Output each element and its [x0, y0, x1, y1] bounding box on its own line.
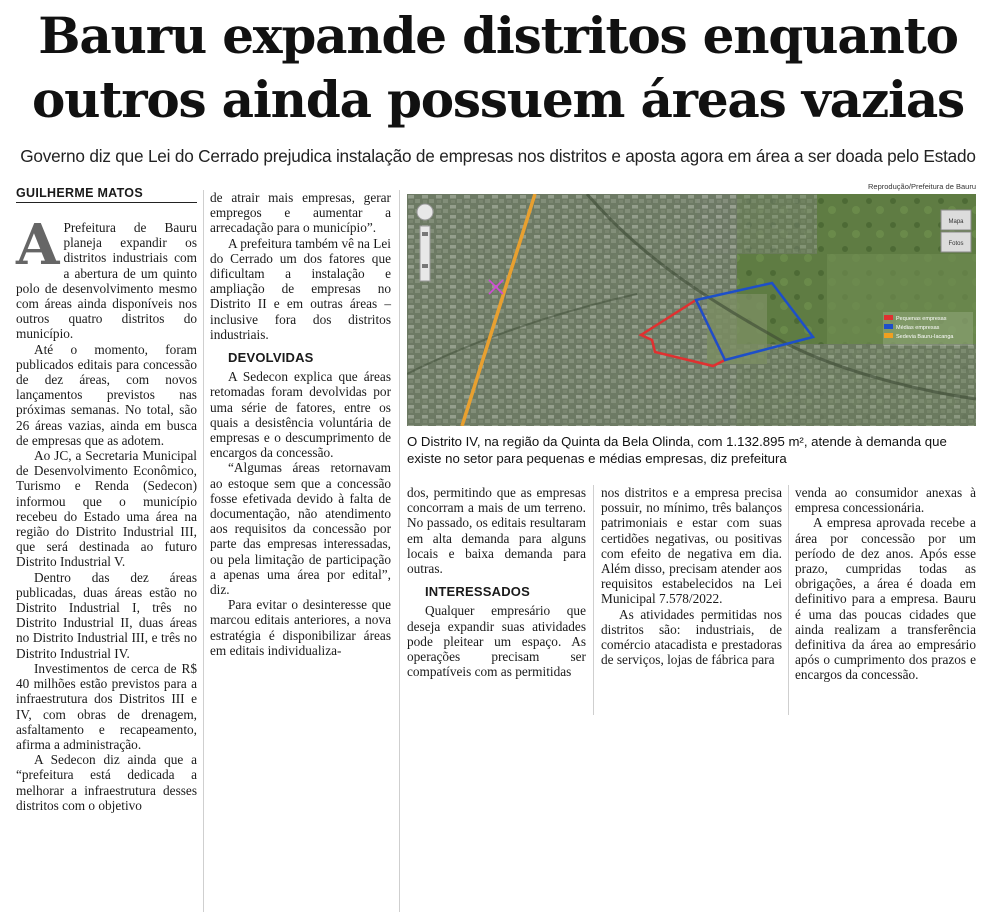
paragraph: Para evitar o desinteresse que marcou editais anteriores, a nova estratégia é disponibilizar áreas em editais individualiza- — [210, 597, 391, 658]
column-divider — [593, 485, 594, 715]
paragraph: nos distritos e a empresa precisa possuir, no mínimo, três balanços patrimoniais e estar com suas certidões negativas, ou positivas com efeito de negativa em dia. Além disso, precisam atender aos requisitos estabelecidos na Lei Municipal 7.578/2022. — [601, 485, 782, 607]
paragraph: A prefeitura também vê na Lei do Cerrado um dos fatores que dificultam a instalação e ampliação de empresas no Distrito II e em outras áreas – inclusive fora dos distritos industriais. — [210, 235, 391, 342]
headline — [10, 4, 986, 132]
headline-line-1: Bauru expande distritos enquanto — [38, 6, 958, 65]
paragraph: “Algumas áreas retornavam ao estoque sem que a concessão fosse efetivada devido à falta de documentação, não atendimento aos requisitos da concessão por parte das empresas interessadas, ou pela limitação de participação a apenas uma área por edital”, diz. — [210, 460, 391, 598]
paragraph — [16, 212, 197, 342]
satellite-map — [407, 194, 976, 426]
district-map-photo — [407, 194, 976, 426]
paragraph: Ao JC, a Secretaria Municipal de Desenvolvimento Econômico, Turismo e Renda (Sedecon) informou que o município recebeu do Estado uma área na região do Distrito Industrial III, que será destinada ao futuro Distrito Industrial V. — [16, 448, 197, 570]
photo-caption: O Distrito IV, na região da Quinta da Bela Olinda, com 1.132.895 m², atende à demanda que existe no setor para pequenas e médias empresas, diz prefeitura — [407, 434, 947, 466]
legend-label: Sedevia Bauru-Iacanga — [896, 334, 954, 340]
paragraph: Qualquer empresário que deseja expandir suas atividades pode pleitear um espaço. As operações precisam ser compatíveis com as permitidas — [407, 603, 586, 680]
legend-label: Pequenas empresas — [896, 316, 947, 322]
article-column-1 — [16, 212, 197, 813]
paragraph: de atrair mais empresas, gerar empregos e aumentar a arrecadação para o município”. — [210, 190, 391, 236]
dropcap: A — [16, 212, 60, 278]
article-column-4 — [601, 485, 782, 667]
byline: GUILHERME MATOS — [16, 186, 197, 203]
article-column-5 — [795, 485, 976, 683]
section-heading-interessados: INTERESSADOS — [425, 584, 530, 600]
map-legend — [883, 312, 973, 346]
photo-credit: Reprodução/Prefeitura de Bauru — [868, 182, 976, 191]
satellite-button[interactable]: Fotos — [948, 241, 964, 247]
paragraph: Até o momento, foram publicados editais para concessão de dez áreas, com novos lançamentos previstos nas próximas semanas. No total, são 26 áreas vazias, ainda em busca de empresas que as adotem. — [16, 341, 197, 448]
column-divider — [399, 190, 400, 912]
article-column-2 — [210, 190, 391, 658]
section-heading-devolvidas: DEVOLVIDAS — [228, 350, 314, 366]
paragraph: dos, permitindo que as empresas concorram a mais de um terreno. No passado, os editais resultaram em alta demanda para alguns locais e baixa demanda para outras. — [407, 485, 586, 577]
paragraph: Dentro das dez áreas publicadas, duas áreas estão no Distrito Industrial I, três no Distrito Industrial II, duas áreas no Distrito Industrial III, e três no Distrito Industrial IV. — [16, 569, 197, 661]
column-divider — [788, 485, 789, 715]
legend-label: Médias empresas — [896, 325, 940, 331]
map-button[interactable]: Mapa — [948, 219, 964, 225]
paragraph: A Sedecon diz ainda que a “prefeitura está dedicada a melhorar a infraestrutura desses distritos com o objetivo — [16, 752, 197, 813]
column-divider — [203, 190, 204, 912]
paragraph-text: Prefeitura de Bauru planeja expandir os distritos industriais com a abertura de um quinto polo de desenvolvimento mesmo com áreas ainda disponíveis nos outros quatro distritos do município. — [16, 220, 197, 342]
paragraph: A empresa aprovada recebe a área por concessão por um período de dez anos. Após esse prazo, cumpridas todas as obrigações, a área é doada em definitivo para a empresa. Bauru é uma das poucas cidades que ainda realizam a transferência definitiva da área ao empresário após o cumprimento dos prazos e encargos da concessão. — [795, 515, 976, 683]
article-column-3 — [407, 485, 586, 679]
subheadline: Governo diz que Lei do Cerrado prejudica instalação de empresas nos distritos e aposta agora em área a ser doada pelo Estado — [20, 146, 976, 166]
paragraph: Investimentos de cerca de R$ 40 milhões estão previstos para a infraestrutura dos Distritos III e IV, com obras de drenagem, asfaltamento e recapeamento, afirma a administração. — [16, 660, 197, 752]
paragraph: venda ao consumidor anexas à empresa concessionária. — [795, 485, 976, 516]
paragraph: As atividades permitidas nos distritos são: industriais, de comércio atacadista e prestadoras de serviços, lojas de fábrica para — [601, 606, 782, 668]
headline-line-2: outros ainda possuem áreas vazias — [32, 70, 964, 129]
paragraph: A Sedecon explica que áreas retomadas foram devolvidas por uma série de fatores, entre os quais a desistência voluntária de empresas e o descumprimento de encargos da concessão. — [210, 369, 391, 461]
